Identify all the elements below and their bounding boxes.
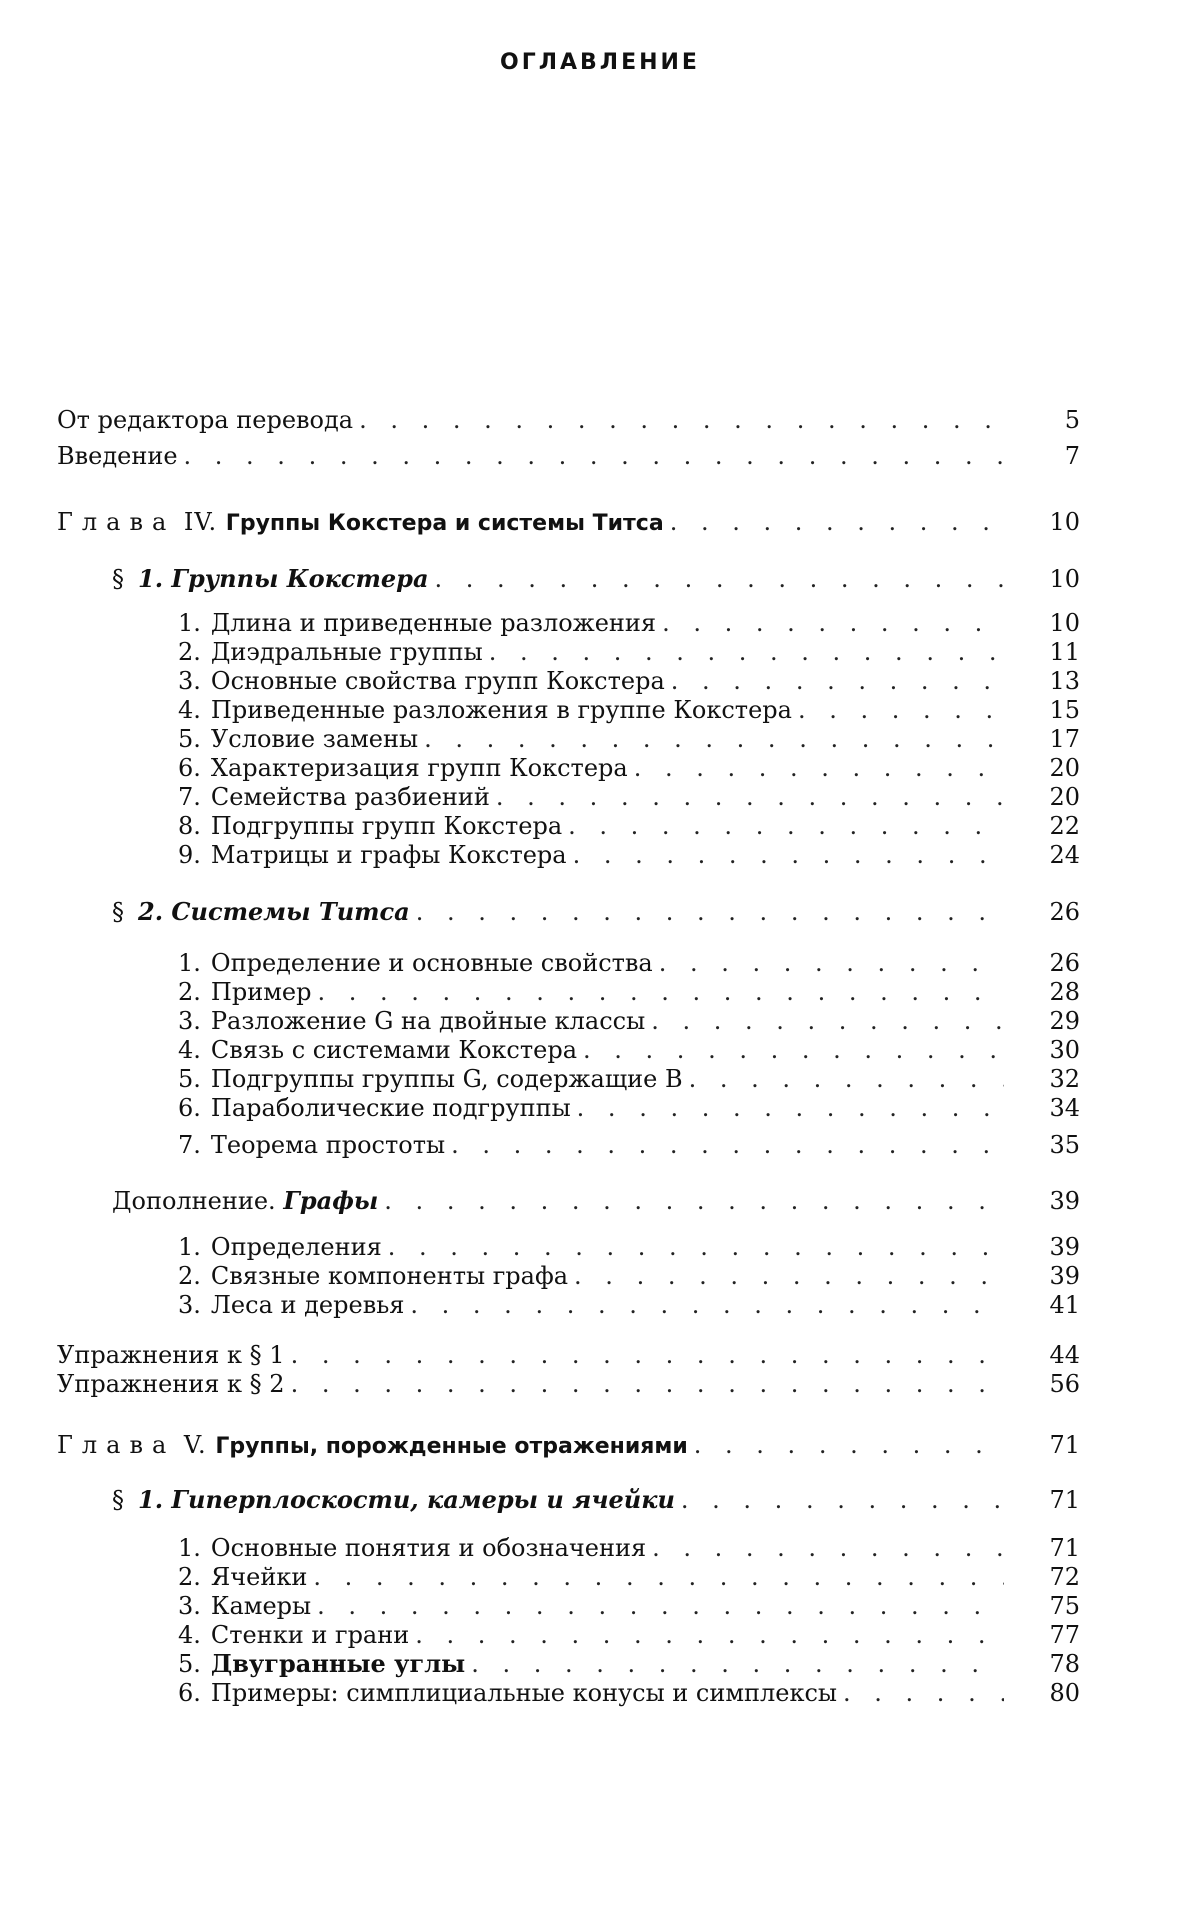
toc-item[interactable]: 4. Приведенные разложения в группе Кокстера . . . 15 <box>178 695 1080 725</box>
toc-item[interactable]: 2. Пример . . . 28 <box>178 977 1080 1007</box>
toc-item[interactable]: 2. Связные компоненты графа . . . 39 <box>178 1261 1080 1291</box>
toc-chapter-iv[interactable] <box>57 507 1080 539</box>
entry-text: Упражнения к § 1 <box>57 1340 285 1370</box>
toc-item[interactable]: 1. Длина и приведенные разложения . . . 10 <box>178 608 1080 638</box>
toc-item[interactable]: 6. Примеры: симплициальные конусы и симплексы . . . 80 <box>178 1678 1080 1708</box>
toc-entry-introduction[interactable] <box>57 441 1080 471</box>
toc-item[interactable]: 1. Основные понятия и обозначения . . . 71 <box>178 1533 1080 1563</box>
toc-chapter-v[interactable] <box>57 1430 1080 1462</box>
page-number: 10 <box>1010 564 1080 594</box>
toc-entry-editor-preface[interactable] <box>57 405 1080 435</box>
leader-dots <box>184 441 1004 471</box>
toc-item[interactable]: 4. Стенки и грани . . . 77 <box>178 1620 1080 1650</box>
toc-item[interactable]: 8. Подгруппы групп Кокстера . . . 22 <box>178 811 1080 841</box>
page-number: 44 <box>1010 1340 1080 1370</box>
page-number: 10 <box>1010 507 1080 537</box>
toc-item[interactable]: 7. Теорема простоты . . . 35 <box>178 1130 1080 1160</box>
page-title: ОГЛАВЛЕНИЕ <box>0 50 1200 75</box>
leader-dots <box>416 897 1004 927</box>
toc-section-tits-systems[interactable] <box>112 897 1080 927</box>
toc-item[interactable]: 5. Условие замены . . . 17 <box>178 724 1080 754</box>
page-number: 71 <box>1010 1430 1080 1460</box>
page-number: 7 <box>1010 441 1080 471</box>
toc-item[interactable]: 5. Подгруппы группы G, содержащие B . . . 32 <box>178 1064 1080 1094</box>
leader-dots <box>291 1340 1004 1370</box>
section-heading: § 1. Группы Кокстера <box>112 564 429 594</box>
toc-item[interactable]: 5. Двугранные углы . . . 78 <box>178 1649 1080 1679</box>
toc-section-hyperplanes[interactable] <box>112 1485 1080 1515</box>
section-heading: § 2. Системы Титса <box>112 897 410 927</box>
leader-dots <box>384 1186 1004 1216</box>
chapter-heading: Глава IV. Группы Кокстера и системы Титса <box>57 507 664 539</box>
toc-supplement-graphs[interactable] <box>112 1186 1080 1216</box>
toc-item[interactable]: 1. Определения . . . 39 <box>178 1232 1080 1262</box>
toc-exercises-2[interactable] <box>57 1369 1080 1399</box>
section-heading: § 1. Гиперплоскости, камеры и ячейки <box>112 1485 675 1515</box>
leader-dots <box>670 507 1004 537</box>
page-number: 26 <box>1010 897 1080 927</box>
toc-item[interactable]: 9. Матрицы и графы Кокстера . . . 24 <box>178 840 1080 870</box>
page-number: 39 <box>1010 1186 1080 1216</box>
toc-item[interactable]: 3. Леса и деревья . . . 41 <box>178 1290 1080 1320</box>
toc-item[interactable]: 7. Семейства разбиений . . . 20 <box>178 782 1080 812</box>
entry-text: От редактора перевода <box>57 405 353 435</box>
page-number: 71 <box>1010 1485 1080 1515</box>
toc-item[interactable]: 6. Характеризация групп Кокстера . . . 20 <box>178 753 1080 783</box>
page-number: 56 <box>1010 1369 1080 1399</box>
toc-item[interactable]: 3. Камеры . . . 75 <box>178 1591 1080 1621</box>
toc-exercises-1[interactable] <box>57 1340 1080 1370</box>
leader-dots <box>681 1485 1004 1515</box>
toc-item[interactable]: 6. Параболические подгруппы . . . 34 <box>178 1093 1080 1123</box>
leader-dots <box>435 564 1005 594</box>
toc-item[interactable]: 4. Связь с системами Кокстера . . . 30 <box>178 1035 1080 1065</box>
toc-item[interactable]: 3. Разложение G на двойные классы . . . 29 <box>178 1006 1080 1036</box>
toc-item[interactable]: 3. Основные свойства групп Кокстера . . . 13 <box>178 666 1080 696</box>
entry-text: Введение <box>57 441 178 471</box>
supplement-heading: Дополнение. Графы <box>112 1186 378 1216</box>
toc-item[interactable]: 2. Ячейки . . . 72 <box>178 1562 1080 1592</box>
leader-dots <box>359 405 1004 435</box>
page-number: 5 <box>1010 405 1080 435</box>
leader-dots <box>291 1369 1004 1399</box>
toc-item[interactable]: 2. Диэдральные группы . . . 11 <box>178 637 1080 667</box>
entry-text: Упражнения к § 2 <box>57 1369 285 1399</box>
toc-section-coxeter-groups[interactable] <box>112 564 1080 594</box>
leader-dots <box>694 1430 1004 1460</box>
toc-item[interactable]: 1. Определение и основные свойства . . . 26 <box>178 948 1080 978</box>
chapter-heading: Глава V. Группы, порожденные отражениями <box>57 1430 688 1462</box>
